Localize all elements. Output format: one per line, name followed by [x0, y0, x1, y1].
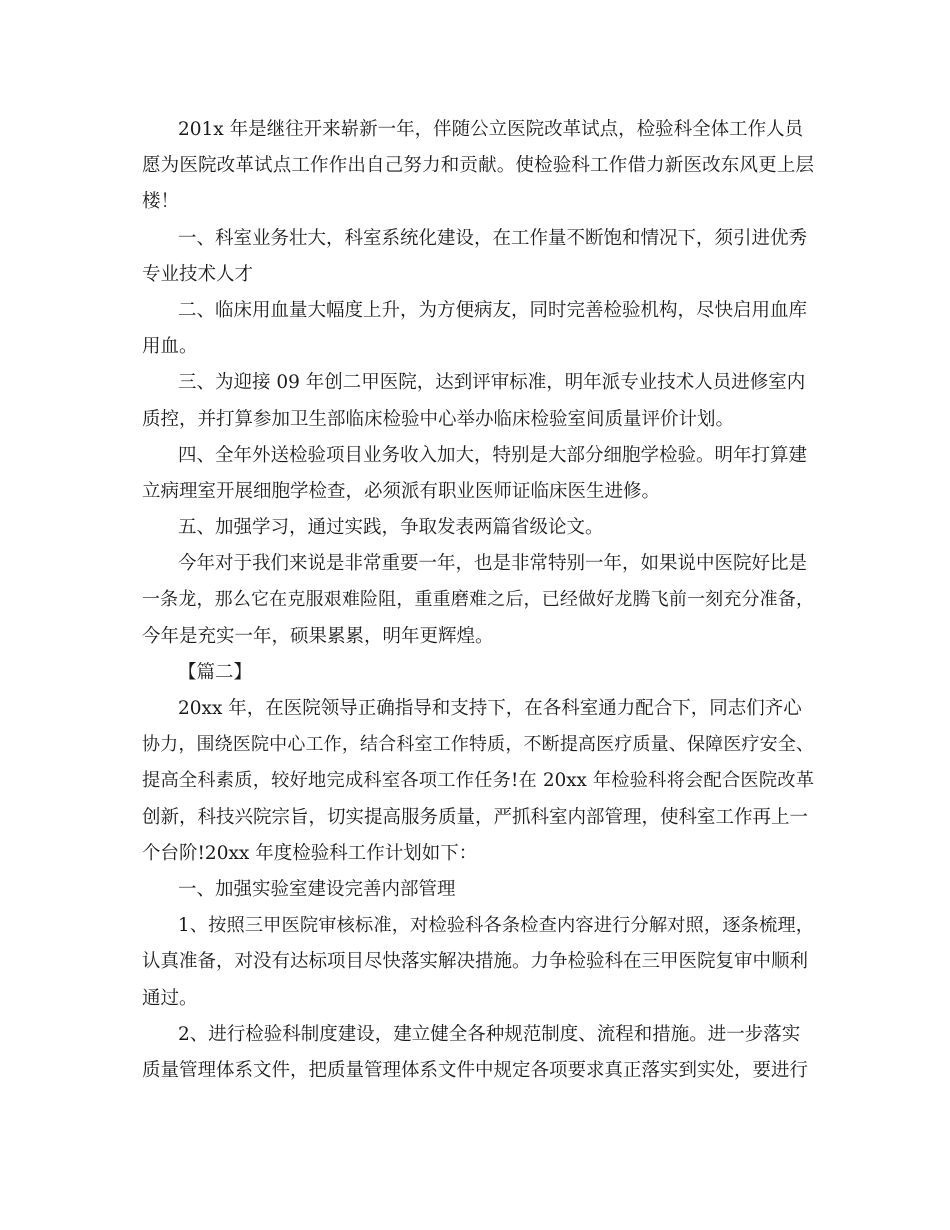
- text-line: 通过。: [142, 987, 198, 1009]
- document-body: [142, 112, 814, 1089]
- text-line: 201x 年是继往开来崭新一年，伴随公立医院改革试点，检验科全体工作人员: [178, 119, 804, 140]
- text-line: 今年是充实一年，硕果累累，明年更辉煌。: [142, 625, 494, 647]
- text-line: 四、全年外送检验项目业务收入加大，特别是大部分细胞学检验。明年打算建: [178, 444, 808, 466]
- text-line: 三、为迎接 09 年创二甲医院，达到评审标准，明年派专业技术人员进修室内: [178, 372, 806, 394]
- text-line: 专业技术人才: [142, 263, 254, 285]
- text-line: 一、加强实验室建设完善内部管理: [178, 878, 456, 900]
- text-line: 楼！: [142, 191, 180, 213]
- text-line: 愿为医院改革试点工作作出自己努力和贡献。使检验科工作借力新医改东风更上层: [142, 155, 814, 177]
- text-line: 质控，并打算参加卫生部临床检验中心举办临床检验室间质量评价计划。: [142, 408, 735, 430]
- text-line: 1、按照三甲医院审核标准，对检验科各条检查内容进行分解对照，逐条梳理，: [178, 915, 814, 937]
- text-line: 20xx 年，在医院领导正确指导和支持下，在各科室通力配合下，同志们齐心: [178, 698, 802, 719]
- text-line: 创新，科技兴院宗旨，切实提高服务质量，严抓科室内部管理，使科室工作再上一: [142, 806, 809, 828]
- text-line: 个台阶!20xx 年度检验科工作计划如下：: [142, 842, 478, 864]
- text-line: 用血。: [142, 336, 198, 358]
- text-line: 提高全科素质，较好地完成科室各项工作任务!在 20xx 年检验科将会配合医院改革: [142, 770, 814, 792]
- text-line: 一条龙，那么它在克服艰难险阻，重重磨难之后，已经做好龙腾飞前一刻充分准备，: [142, 589, 814, 611]
- text-line: 认真准备，对没有达标项目尽快落实解决措施。力争检验科在三甲医院复审中顺利: [142, 951, 809, 973]
- text-line: 二、临床用血量大幅度上升，为方便病友，同时完善检验机构，尽快启用血库: [178, 299, 808, 321]
- text-line: 协力，围绕医院中心工作，结合科室工作特质，不断提高医疗质量、保障医疗安全、: [142, 734, 814, 756]
- text-line: 五、加强学习，通过实践，争取发表两篇省级论文。: [178, 517, 604, 539]
- text-line: 一、科室业务壮大，科室系统化建设，在工作量不断饱和情况下，须引进优秀: [178, 227, 808, 249]
- text-line: 今年对于我们来说是非常重要一年，也是非常特别一年，如果说中医院好比是: [178, 553, 808, 575]
- text-line: 质量管理体系文件，把质量管理体系文件中规定各项要求真正落实到实处，要进行: [142, 1059, 809, 1081]
- text-line: 2、进行检验科制度建设，建立健全各种规范制度、流程和措施。进一步落实: [178, 1023, 801, 1045]
- text-line: 立病理室开展细胞学检查，必须派有职业医师证临床医生进修。: [142, 480, 661, 502]
- text-line: 【篇二】: [178, 661, 253, 683]
